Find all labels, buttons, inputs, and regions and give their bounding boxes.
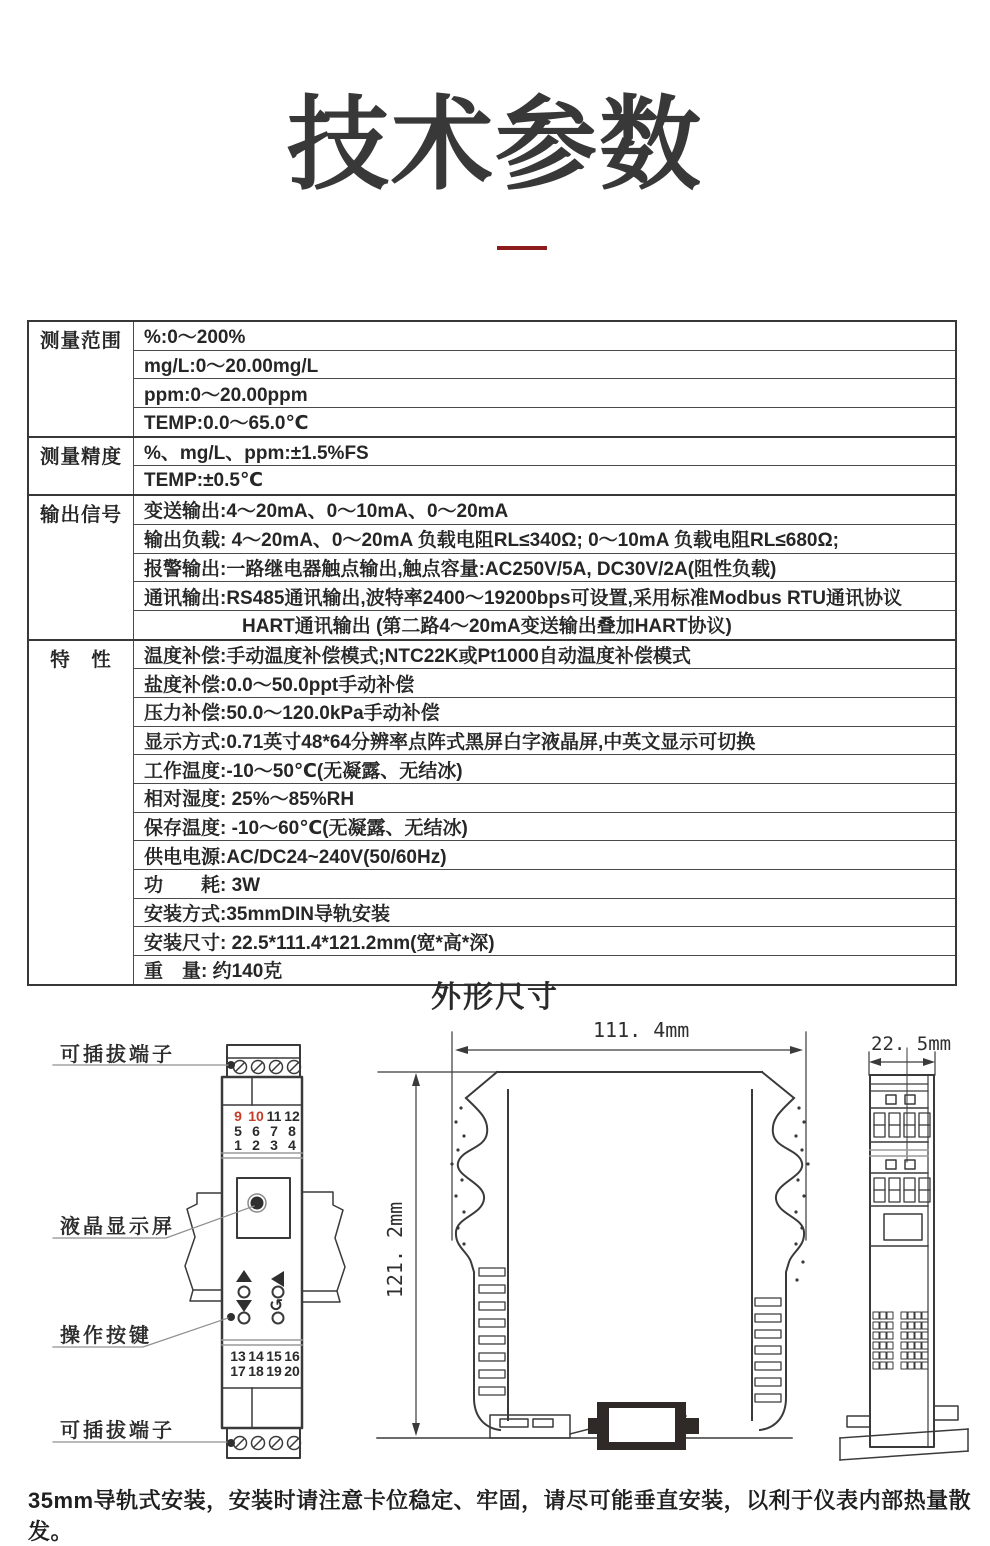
table-row	[28, 524, 956, 553]
spec-cell: 压力补偿:50.0～120.0kPa手动补偿	[134, 697, 957, 726]
spec-cell: 输出负载: 4～20mA、0～20mA 负载电阻RL≤340Ω; 0～10mA 负载电阻RL≤680Ω;	[134, 524, 957, 553]
table-row	[28, 553, 956, 582]
cycle-arrow-icon	[269, 1296, 283, 1316]
page-title: 技术参数	[287, 88, 703, 202]
spec-cell: 供电电源:AC/DC24~240V(50/60Hz)	[134, 841, 957, 870]
table-row	[28, 495, 956, 524]
screw-icon	[234, 1061, 301, 1074]
spec-cell: TEMP:±0.5℃	[134, 466, 957, 495]
dim-width-22-5: 22. 5mm	[871, 1033, 952, 1055]
bottom-terminal-block	[227, 1428, 301, 1458]
hatch-dots	[450, 1106, 809, 1281]
table-row	[28, 610, 956, 639]
table-row	[28, 898, 956, 927]
table-row	[28, 697, 956, 726]
section-label: 测量范围	[28, 321, 134, 437]
side-view-drawing	[377, 1032, 810, 1450]
dim-width-111-4: 111. 4mm	[593, 1018, 690, 1042]
spec-cell: 保存温度: -10～60℃(无凝露、无结冰)	[134, 812, 957, 841]
label-pluggable-terminal-top: 可插拔端子	[60, 1044, 175, 1066]
table-row	[28, 755, 956, 784]
spec-cell: 显示方式:0.71英寸48*64分辨率点阵式黑屏白字液晶屏,中英文显示可切换	[134, 726, 957, 755]
dimension-lines	[869, 1048, 935, 1162]
label-pluggable-terminal-bottom: 可插拔端子	[60, 1420, 175, 1442]
din-rail-clamp	[377, 1402, 792, 1450]
spec-cell: %:0～200%	[134, 321, 957, 350]
table-row	[28, 669, 956, 698]
table-row	[28, 437, 956, 466]
table-row	[28, 726, 956, 755]
spec-cell: 温度补偿:手动温度补偿模式;NTC22K或Pt1000自动温度补偿模式	[134, 640, 957, 669]
spec-cell: 重 量: 约140克	[134, 956, 957, 985]
table-row	[28, 582, 956, 611]
top-terminal-block	[227, 1045, 301, 1077]
spec-cell: 安装尺寸: 22.5*111.4*121.2mm(宽*高*深)	[134, 927, 957, 956]
spec-cell: mg/L:0～20.00mg/L	[134, 350, 957, 379]
spec-cell: %、mg/L、ppm:±1.5%FS	[134, 437, 957, 466]
terminal-numbers-bottom: 13 14 15 16 17 18 19 20	[230, 1348, 300, 1379]
spec-cell: 报警输出:一路继电器触点输出,触点容量:AC250V/5A, DC30V/2A(阻性负载)	[134, 553, 957, 582]
spec-cell: 功 耗: 3W	[134, 870, 957, 899]
table-row	[28, 812, 956, 841]
spec-cell: 变送输出:4～20mA、0～10mA、0～20mA	[134, 495, 957, 524]
dimension-lines	[378, 1032, 806, 1436]
rail-mount	[840, 1406, 968, 1460]
left-triangle-icon	[271, 1271, 284, 1287]
terminal-slots	[874, 1178, 930, 1202]
screw-icon	[234, 1437, 301, 1450]
terminal-numbers-top: 9 10 11 12 5 6 7 8 1 2 3 4	[234, 1108, 300, 1153]
table-row	[28, 784, 956, 813]
front-view-drawing	[53, 1045, 345, 1458]
table-row	[28, 466, 956, 495]
terminal-slots	[874, 1113, 930, 1137]
spec-cell: 相对湿度: 25%～85%RH	[134, 784, 957, 813]
callout-leader-lines	[53, 1065, 254, 1442]
section-label: 测量精度	[28, 437, 134, 495]
vent-slots	[479, 1268, 781, 1402]
table-row	[28, 321, 956, 350]
label-lcd-display: 液晶显示屏	[60, 1216, 175, 1238]
spec-cell: 通讯输出:RS485通讯输出,波特率2400～19200bps可设置,采用标准Modbus RTU通讯协议	[134, 582, 957, 611]
down-triangle-icon	[236, 1300, 252, 1312]
spec-cell: TEMP:0.0～65.0℃	[134, 408, 957, 437]
table-row	[28, 350, 956, 379]
spec-cell: HART通讯输出 (第二路4～20mA变送输出叠加HART协议)	[134, 610, 957, 639]
table-row	[28, 379, 956, 408]
vent-grid	[873, 1312, 928, 1369]
dimensions-section-title: 外形尺寸	[431, 981, 559, 1014]
dim-height-121-2: 121. 2mm	[383, 1201, 407, 1299]
svg-text:↺: ↺	[269, 1296, 284, 1316]
installation-note: 35mm导轨式安装，安装时请注意卡位稳定、牢固，请尽可能垂直安装，以利于仪表内部热量散发。	[28, 1488, 972, 1544]
table-row	[28, 640, 956, 669]
section-label: 特 性	[28, 640, 134, 985]
up-triangle-icon	[236, 1270, 252, 1282]
spec-cell: 工作温度:-10～50℃(无凝露、无结冰)	[134, 755, 957, 784]
spec-table	[27, 320, 957, 986]
table-row	[28, 927, 956, 956]
table-row	[28, 870, 956, 899]
title-underline-rule	[497, 246, 547, 250]
spec-cell: ppm:0～20.00ppm	[134, 379, 957, 408]
section-label: 输出信号	[28, 495, 134, 639]
top-view-drawing	[840, 1048, 968, 1460]
lcd-window	[237, 1178, 290, 1238]
spec-cell: 盐度补偿:0.0～50.0ppt手动补偿	[134, 669, 957, 698]
operation-buttons	[227, 1270, 284, 1324]
table-row	[28, 841, 956, 870]
table-row	[28, 408, 956, 437]
label-operation-buttons: 操作按键	[60, 1325, 152, 1347]
spec-cell: 安装方式:35mmDIN导轨安装	[134, 898, 957, 927]
